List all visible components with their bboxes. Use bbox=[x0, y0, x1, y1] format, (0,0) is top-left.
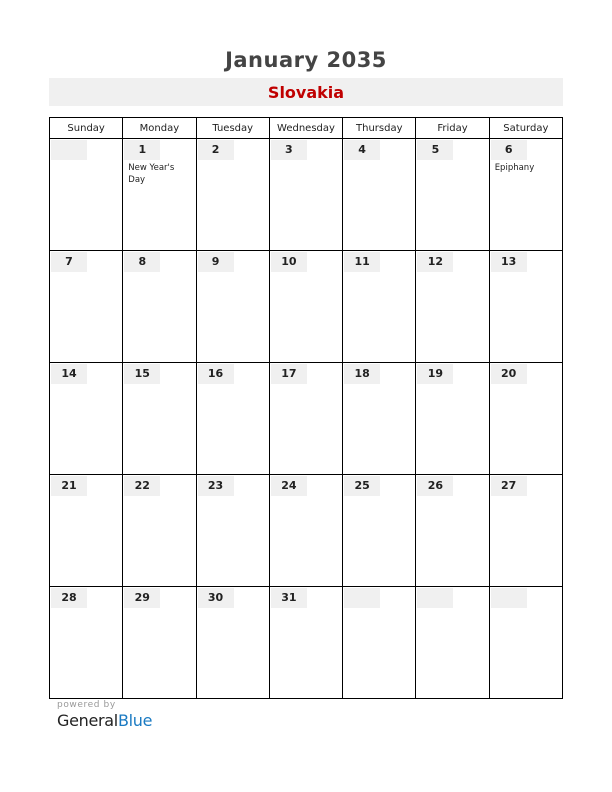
day-cell[interactable] bbox=[123, 251, 196, 363]
weekday-tuesday: Tuesday bbox=[196, 118, 269, 139]
day-number: 17 bbox=[271, 364, 307, 384]
day-number: 29 bbox=[124, 588, 160, 608]
day-number: 22 bbox=[124, 476, 160, 496]
day-cell[interactable] bbox=[123, 475, 196, 587]
brand-blue: Blue bbox=[117, 711, 153, 730]
day-cell[interactable] bbox=[196, 251, 269, 363]
day-number: 15 bbox=[124, 364, 160, 384]
day-cell[interactable] bbox=[50, 475, 123, 587]
day-cell[interactable] bbox=[196, 587, 269, 699]
day-number: 21 bbox=[51, 476, 87, 496]
day-cell[interactable] bbox=[196, 363, 269, 475]
week-row bbox=[50, 251, 563, 363]
day-number: 2 bbox=[198, 140, 234, 160]
week-row bbox=[50, 139, 563, 251]
day-cell[interactable] bbox=[489, 139, 562, 251]
weekday-thursday: Thursday bbox=[343, 118, 416, 139]
day-number: 10 bbox=[271, 252, 307, 272]
day-cell[interactable] bbox=[489, 475, 562, 587]
day-cell[interactable] bbox=[50, 251, 123, 363]
day-cell[interactable] bbox=[196, 475, 269, 587]
day-number: 25 bbox=[344, 476, 380, 496]
day-cell[interactable] bbox=[343, 139, 416, 251]
day-number: 27 bbox=[491, 476, 527, 496]
brand-general: General bbox=[57, 711, 118, 730]
generalblue-logo[interactable] bbox=[57, 711, 152, 730]
day-number bbox=[51, 140, 87, 160]
day-number: 18 bbox=[344, 364, 380, 384]
day-cell[interactable] bbox=[123, 139, 196, 251]
day-cell[interactable] bbox=[269, 139, 342, 251]
day-cell[interactable] bbox=[343, 587, 416, 699]
calendar-grid bbox=[49, 117, 563, 699]
day-number: 14 bbox=[51, 364, 87, 384]
footer bbox=[57, 700, 152, 730]
day-cell[interactable] bbox=[269, 587, 342, 699]
calendar-title: January 2035 bbox=[225, 48, 387, 72]
weekday-monday: Monday bbox=[123, 118, 196, 139]
day-number: 5 bbox=[417, 140, 453, 160]
day-cell[interactable] bbox=[50, 139, 123, 251]
day-cell[interactable] bbox=[269, 363, 342, 475]
day-number: 24 bbox=[271, 476, 307, 496]
country-name: Slovakia bbox=[267, 83, 345, 102]
day-cell[interactable] bbox=[50, 587, 123, 699]
day-cell[interactable] bbox=[489, 587, 562, 699]
day-number: 26 bbox=[417, 476, 453, 496]
day-number: 30 bbox=[198, 588, 234, 608]
week-row bbox=[50, 363, 563, 475]
day-cell[interactable] bbox=[343, 251, 416, 363]
day-number: 6 bbox=[491, 140, 527, 160]
weekday-saturday: Saturday bbox=[489, 118, 562, 139]
day-number: 3 bbox=[271, 140, 307, 160]
day-cell[interactable] bbox=[343, 475, 416, 587]
day-number: 7 bbox=[51, 252, 87, 272]
day-cell[interactable] bbox=[269, 251, 342, 363]
day-number: 28 bbox=[51, 588, 87, 608]
day-number bbox=[491, 588, 527, 608]
day-number bbox=[417, 588, 453, 608]
day-number: 4 bbox=[344, 140, 380, 160]
day-cell[interactable] bbox=[416, 587, 489, 699]
day-cell[interactable] bbox=[416, 475, 489, 587]
country-banner bbox=[49, 78, 563, 106]
holiday-label: Epiphany bbox=[494, 163, 535, 173]
day-number: 12 bbox=[417, 252, 453, 272]
powered-by-label: powered by bbox=[57, 700, 116, 710]
day-number: 1 bbox=[124, 140, 160, 160]
day-cell[interactable] bbox=[269, 475, 342, 587]
day-number: 9 bbox=[198, 252, 234, 272]
day-cell[interactable] bbox=[489, 363, 562, 475]
day-cell[interactable] bbox=[416, 139, 489, 251]
weekday-header-row bbox=[50, 118, 563, 139]
holiday-label: New Year's Day bbox=[128, 163, 175, 185]
day-number: 19 bbox=[417, 364, 453, 384]
day-number: 13 bbox=[491, 252, 527, 272]
day-cell[interactable] bbox=[50, 363, 123, 475]
day-cell[interactable] bbox=[416, 363, 489, 475]
weekday-friday: Friday bbox=[416, 118, 489, 139]
day-cell[interactable] bbox=[123, 363, 196, 475]
day-cell[interactable] bbox=[489, 251, 562, 363]
day-number: 16 bbox=[198, 364, 234, 384]
weekday-sunday: Sunday bbox=[50, 118, 123, 139]
day-number: 11 bbox=[344, 252, 380, 272]
day-number: 8 bbox=[124, 252, 160, 272]
day-cell[interactable] bbox=[196, 139, 269, 251]
day-cell[interactable] bbox=[416, 251, 489, 363]
day-number: 23 bbox=[198, 476, 234, 496]
week-row bbox=[50, 475, 563, 587]
day-cell[interactable] bbox=[343, 363, 416, 475]
day-cell[interactable] bbox=[123, 587, 196, 699]
day-number: 31 bbox=[271, 588, 307, 608]
day-number bbox=[344, 588, 380, 608]
weekday-wednesday: Wednesday bbox=[269, 118, 342, 139]
week-row bbox=[50, 587, 563, 699]
day-number: 20 bbox=[491, 364, 527, 384]
